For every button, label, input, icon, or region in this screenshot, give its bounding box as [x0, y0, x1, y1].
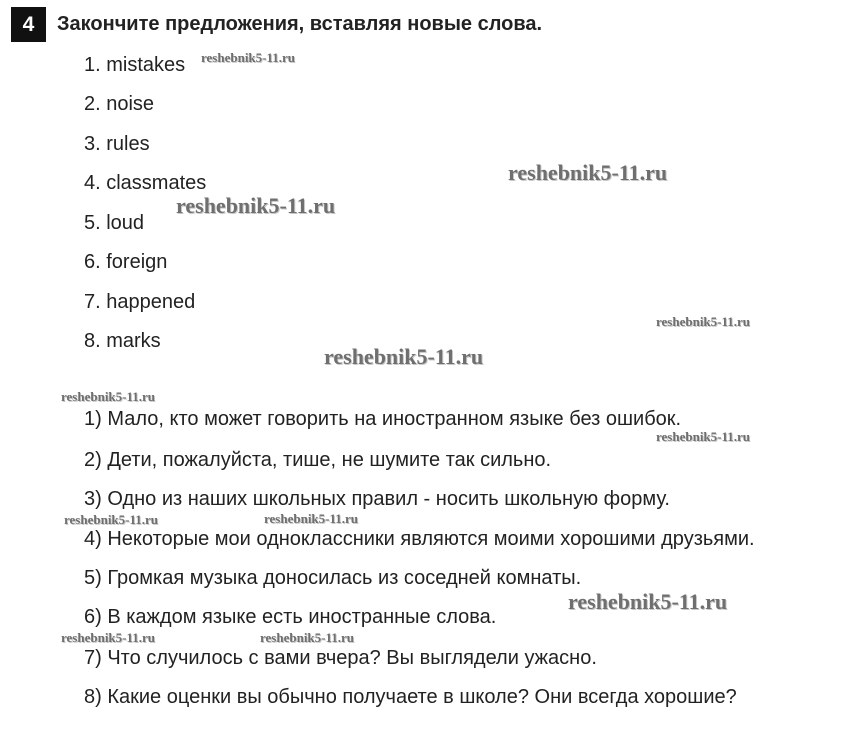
watermark: reshebnik5-11.ru [264, 511, 359, 526]
watermark: reshebnik5-11.ru [568, 589, 728, 614]
watermark: reshebnik5-11.ru [260, 630, 355, 645]
watermark: reshebnik5-11.ru [201, 50, 296, 65]
watermark: reshebnik5-11.ru [61, 389, 156, 404]
sentence-3: 3) Одно из наших школьных правил - носить школьную форму. [84, 488, 670, 510]
word-item-4: 4. classmates [84, 172, 207, 194]
watermark: reshebnik5-11.ru [324, 344, 484, 369]
task-number-badge: 4 [11, 7, 46, 42]
sentence-4: 4) Некоторые мои одноклассники являются моими хорошими друзьями. [84, 528, 755, 550]
word-item-8: 8. marks [84, 330, 161, 352]
watermark: reshebnik5-11.ru [176, 193, 336, 218]
word-item-7: 7. happened [84, 291, 196, 313]
watermark: reshebnik5-11.ru [508, 160, 668, 185]
sentence-6: 6) В каждом языке есть иностранные слова. [84, 606, 497, 628]
sentence-7: 7) Что случилось с вами вчера? Вы выглядели ужасно. [84, 647, 597, 669]
watermark: reshebnik5-11.ru [656, 314, 751, 329]
word-item-1: 1. mistakes [84, 54, 186, 76]
watermark: reshebnik5-11.ru [656, 429, 751, 444]
watermark: reshebnik5-11.ru [61, 630, 156, 645]
watermark: reshebnik5-11.ru [64, 512, 159, 527]
word-item-2: 2. noise [84, 93, 155, 115]
sentence-1: 1) Мало, кто может говорить на иностранном языке без ошибок. [84, 408, 682, 430]
word-item-3: 3. rules [84, 133, 150, 155]
task-title: Закончите предложения, вставляя новые слова. [57, 13, 543, 35]
sentence-8: 8) Какие оценки вы обычно получаете в школе? Они всегда хорошие? [84, 686, 737, 708]
word-item-6: 6. foreign [84, 251, 168, 273]
sentence-2: 2) Дети, пожалуйста, тише, не шумите так сильно. [84, 449, 552, 471]
sentence-5: 5) Громкая музыка доносилась из соседней комнаты. [84, 567, 582, 589]
word-item-5: 5. loud [84, 212, 145, 234]
